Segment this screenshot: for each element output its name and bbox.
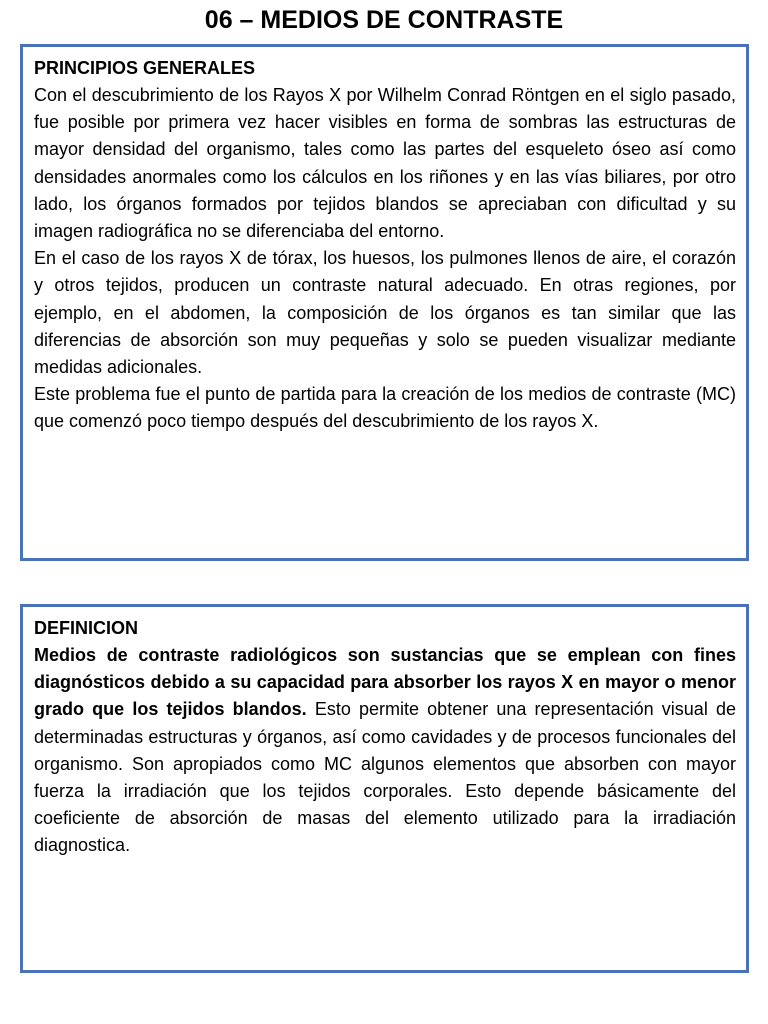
- definition-heading: DEFINICION: [34, 618, 139, 638]
- general-principles-paragraph-3: Este problema fue el punto de partida para la creación de los medios de contraste (MC) que comenzó poco tiempo después del descubrimiento de los rayos X.: [34, 384, 736, 432]
- definition-paragraph: [34, 642, 736, 860]
- definition-normal-text: Esto permite obtener una representación visual de determinadas estructuras y órganos, así como cavidades y de procesos funcionales del organismo. Son apropiados como MC algunos elementos que absorben con mayor fuerza la irradiación que los tejidos corporales. Esto depende básicamente del coeficiente de absorción de masas del elemento utilizado para la irradiación diagnostica.: [34, 699, 736, 856]
- general-principles-box: [20, 44, 749, 561]
- general-principles-paragraph-1: Con el descubrimiento de los Rayos X por Wilhelm Conrad Röntgen en el siglo pasado, fue posible por primera vez hacer visibles en forma de sombras las estructuras de mayor densidad del organismo, tales como las partes del esqueleto óseo así como densidades anormales como los cálculos en los riñones y en las vías biliares, por otro lado, los órganos formados por tejidos blandos se apreciaban con dificultad y su imagen radiográfica no se diferenciaba del entorno.: [34, 85, 736, 242]
- general-principles-heading: PRINCIPIOS GENERALES: [34, 58, 256, 78]
- definition-box: [20, 604, 749, 973]
- definition-bold-text: Medios de contraste radiológicos son sustancias que se emplean con fines diagnósticos debido a su capacidad para absorber los rayos X en mayor o menor grado que los tejidos blandos.: [34, 645, 736, 720]
- general-principles-paragraph-2: En el caso de los rayos X de tórax, los huesos, los pulmones llenos de aire, el corazón y otros tejidos, producen un contraste natural adecuado. En otras regiones, por ejemplo, en el abdomen, la composición de los órganos es tan similar que las diferencias de absorción son muy pequeñas y solo se pueden visualizar mediante medidas adicionales.: [34, 248, 736, 378]
- page-title: 06 – MEDIOS DE CONTRASTE: [204, 6, 564, 34]
